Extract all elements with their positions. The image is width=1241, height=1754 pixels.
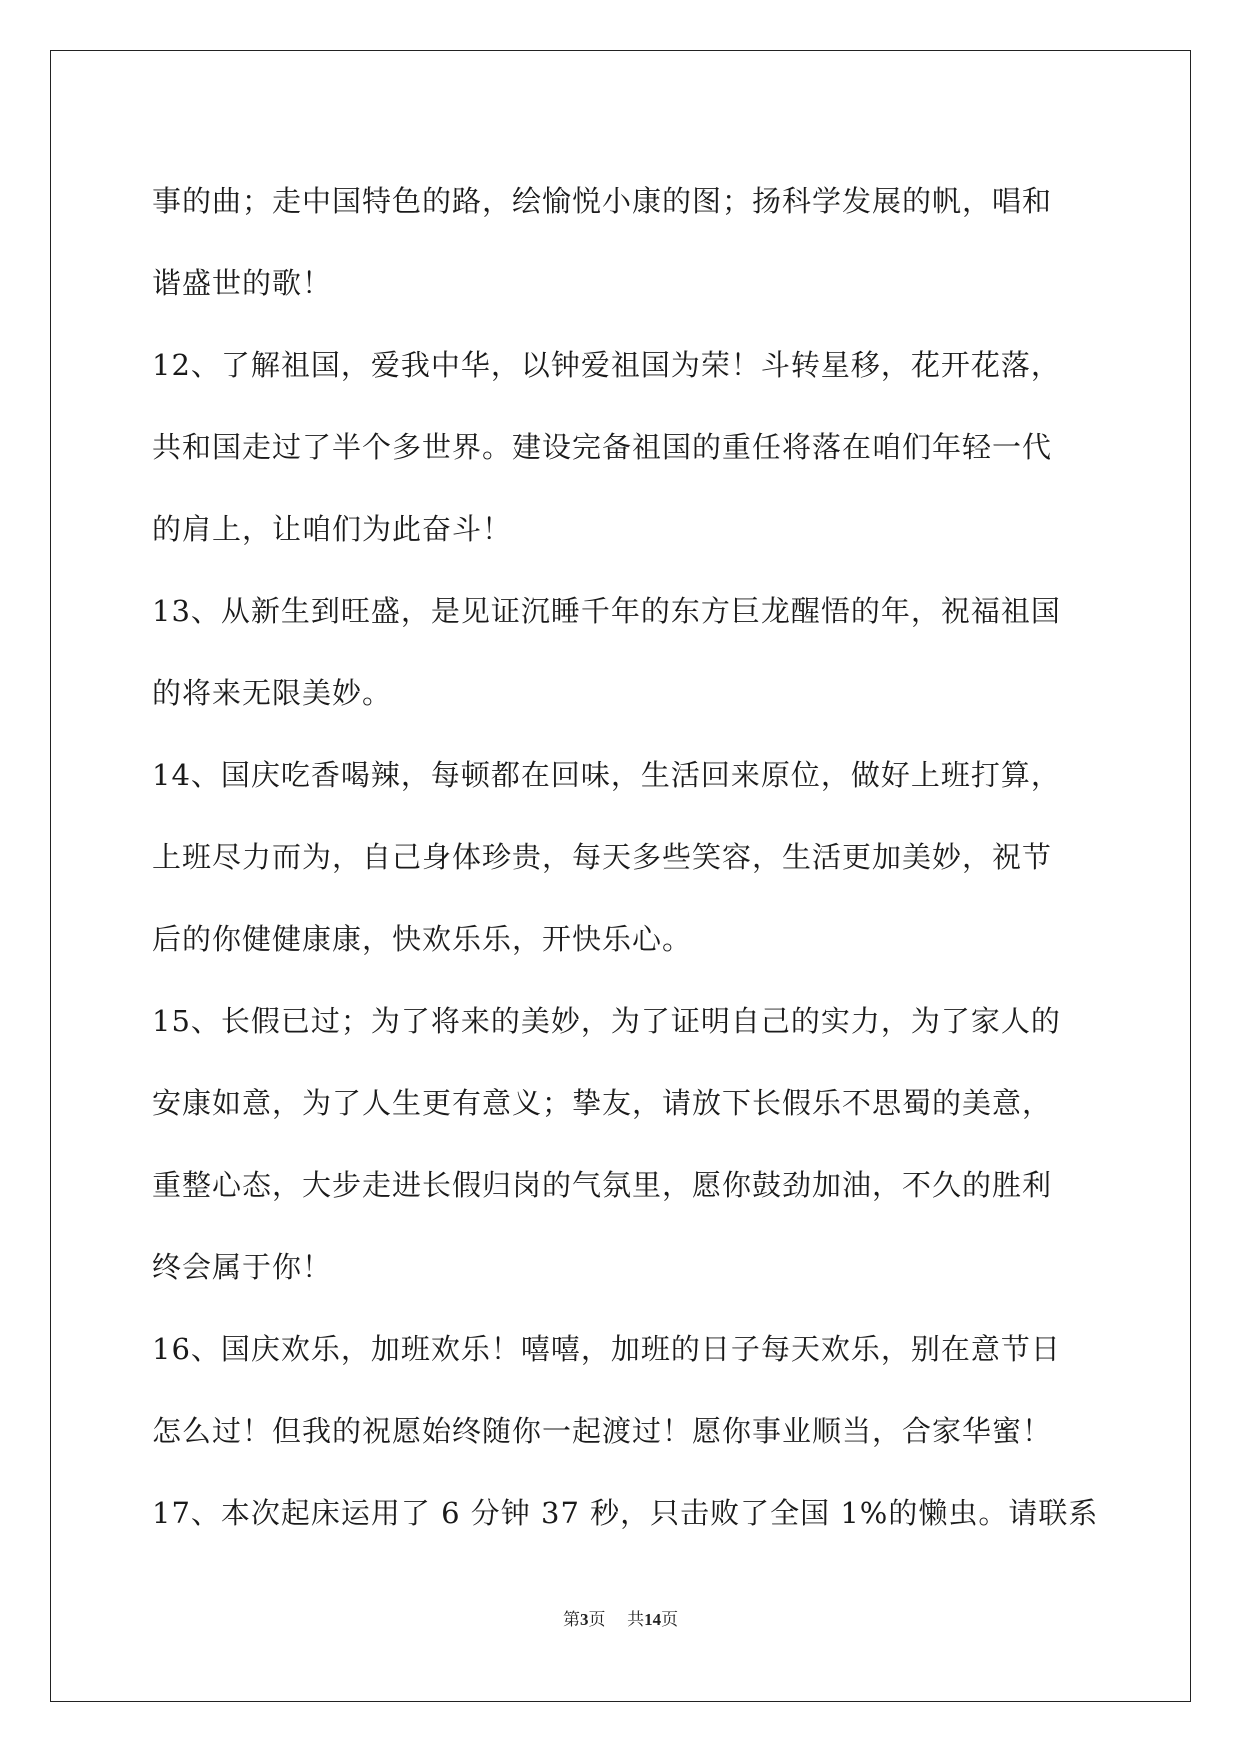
text-line: 安康如意，为了人生更有意义；挚友，请放下长假乐不思蜀的美意， bbox=[152, 1086, 1053, 1120]
text-line: 13、从新生到旺盛，是见证沉睡千年的东方巨龙醒悟的年，祝福祖国 bbox=[152, 594, 1061, 628]
text-line: 重整心态，大步走进长假归岗的气氛里，愿你鼓劲加油，不久的胜利 bbox=[152, 1168, 1053, 1202]
text-line: 14、国庆吃香喝辣，每顿都在回味，生活回来原位，做好上班打算， bbox=[152, 758, 1061, 792]
total-pages: 14 bbox=[644, 1610, 662, 1629]
page-suffix: 页 bbox=[588, 1610, 606, 1630]
text-line: 共和国走过了半个多世界。建设完备祖国的重任将落在咱们年轻一代 bbox=[152, 430, 1053, 464]
text-line: 的肩上，让咱们为此奋斗！ bbox=[152, 512, 513, 546]
page-number: 3 bbox=[579, 1610, 589, 1629]
text-line: 后的你健健康康，快欢乐乐，开快乐心。 bbox=[152, 922, 693, 956]
total-prefix: 共 bbox=[627, 1610, 645, 1630]
text-line: 怎么过！但我的祝愿始终随你一起渡过！愿你事业顺当，合家华蜜！ bbox=[152, 1414, 1053, 1448]
text-line: 15、长假已过；为了将来的美妙，为了证明自己的实力，为了家人的 bbox=[152, 1004, 1061, 1038]
document-body bbox=[152, 160, 1099, 1554]
text-line: 17、本次起床运用了 6 分钟 37 秒，只击败了全国 1%的懒虫。请联系 bbox=[152, 1496, 1099, 1530]
text-line: 终会属于你！ bbox=[152, 1250, 333, 1284]
total-suffix: 页 bbox=[661, 1610, 679, 1630]
text-line: 12、了解祖国，爱我中华，以钟爱祖国为荣！斗转星移，花开花落， bbox=[152, 348, 1061, 382]
page-footer bbox=[0, 1608, 1241, 1632]
text-line: 的将来无限美妙。 bbox=[152, 676, 393, 710]
text-line: 上班尽力而为，自己身体珍贵，每天多些笑容，生活更加美妙，祝节 bbox=[152, 840, 1053, 874]
text-line: 谐盛世的歌！ bbox=[152, 266, 333, 300]
text-line: 事的曲；走中国特色的路，绘愉悦小康的图；扬科学发展的帆，唱和 bbox=[152, 184, 1053, 218]
text-line: 16、国庆欢乐，加班欢乐！嘻嘻，加班的日子每天欢乐，别在意节日 bbox=[152, 1332, 1061, 1366]
page-prefix: 第 bbox=[562, 1610, 580, 1630]
